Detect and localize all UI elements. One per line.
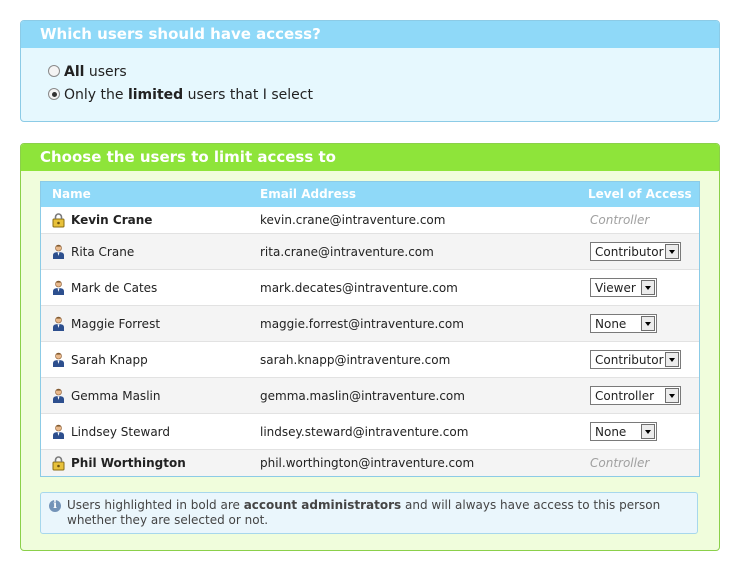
access-level-fixed: Controller [590, 456, 650, 470]
user-icon [52, 388, 71, 403]
table-header [41, 182, 699, 207]
user-email: rita.crane@intraventure.com [260, 244, 434, 259]
col-level: Level of Access [588, 187, 692, 201]
radio-all-users[interactable] [48, 65, 60, 77]
dropdown-arrow-icon[interactable] [641, 280, 655, 295]
access-level-value: Contributor [595, 244, 664, 259]
user-name-cell [52, 270, 157, 305]
user-name: Phil Worthington [71, 456, 186, 470]
dropdown-arrow-icon[interactable] [665, 388, 679, 403]
dropdown-arrow-icon[interactable] [641, 316, 655, 331]
user-name-cell [52, 378, 160, 413]
user-email: gemma.maslin@intraventure.com [260, 388, 465, 403]
user-email: lindsey.steward@intraventure.com [260, 424, 469, 439]
user-email: mark.decates@intraventure.com [260, 280, 458, 295]
access-level-cell [590, 234, 681, 269]
table-row [41, 305, 699, 341]
dropdown-arrow-icon[interactable] [641, 424, 655, 439]
user-name: Mark de Cates [71, 280, 158, 295]
user-name: Kevin Crane [71, 213, 153, 227]
radio-limited-users[interactable] [48, 88, 60, 100]
table-row [41, 413, 699, 449]
info-icon: i [49, 500, 61, 512]
table-row [41, 207, 699, 233]
user-name-cell [52, 450, 186, 476]
access-level-value: None [595, 316, 627, 331]
access-level-value: Contributor [595, 352, 664, 367]
access-level-value: None [595, 424, 627, 439]
access-level-cell [590, 207, 649, 233]
user-email: sarah.knapp@intraventure.com [260, 352, 451, 367]
access-level-cell [590, 414, 657, 449]
note-bold: account administrators [243, 498, 402, 512]
access-level-cell [590, 450, 649, 476]
col-email: Email Address [260, 187, 357, 201]
user-email: kevin.crane@intraventure.com [260, 213, 446, 227]
access-level-select[interactable] [590, 278, 657, 297]
user-name: Lindsey Steward [71, 424, 171, 439]
note-after: and will always have access to this person whether they are selected or not. [67, 498, 661, 527]
col-name: Name [52, 187, 91, 201]
access-level-select[interactable] [590, 314, 657, 333]
option-limited-bold: limited [127, 87, 184, 103]
access-level-cell [590, 306, 657, 341]
admin-lock-icon [52, 456, 71, 471]
option-limited-rest: users that I select [183, 87, 313, 103]
user-icon [52, 316, 71, 331]
user-name: Gemma Maslin [71, 388, 161, 403]
user-name-cell [52, 306, 160, 341]
admin-note [40, 492, 698, 534]
note-before: Users highlighted in bold are [67, 498, 244, 512]
access-level-select[interactable] [590, 422, 657, 441]
table-row [41, 341, 699, 377]
user-email: maggie.forrest@intraventure.com [260, 316, 464, 331]
admin-lock-icon [52, 213, 71, 228]
user-name: Rita Crane [71, 244, 135, 259]
access-level-cell [590, 342, 681, 377]
admin-note-text [67, 498, 687, 528]
user-name-cell [52, 207, 152, 233]
access-level-cell [590, 270, 657, 305]
limit-panel-title: Choose the users to limit access to [21, 144, 719, 171]
table-row [41, 269, 699, 305]
user-icon [52, 280, 71, 295]
access-level-fixed: Controller [590, 213, 650, 227]
access-level-value: Controller [595, 388, 655, 403]
user-name-cell [52, 342, 148, 377]
option-all-rest: users [84, 64, 127, 80]
option-limited-pre: Only the [64, 87, 128, 103]
option-all-users[interactable] [48, 62, 127, 82]
access-level-cell [590, 378, 681, 413]
user-icon [52, 352, 71, 367]
access-level-select[interactable] [590, 350, 681, 369]
user-name: Sarah Knapp [71, 352, 148, 367]
access-level-select[interactable] [590, 386, 681, 405]
table-row [41, 377, 699, 413]
dropdown-arrow-icon[interactable] [665, 244, 679, 259]
dropdown-arrow-icon[interactable] [665, 352, 679, 367]
access-level-value: Viewer [595, 280, 636, 295]
user-email: phil.worthington@intraventure.com [260, 456, 475, 470]
option-all-bold: All [64, 64, 85, 80]
table-row [41, 233, 699, 269]
access-panel-title: Which users should have access? [21, 21, 719, 48]
access-panel [20, 20, 720, 122]
user-name-cell [52, 414, 170, 449]
option-limited-users[interactable] [48, 85, 313, 105]
user-icon [52, 424, 71, 439]
table-body [41, 207, 699, 476]
table-row [41, 449, 699, 476]
users-table [40, 181, 700, 477]
user-icon [52, 244, 71, 259]
access-level-select[interactable] [590, 242, 681, 261]
user-name-cell [52, 234, 134, 269]
limit-panel [20, 143, 720, 551]
user-name: Maggie Forrest [71, 316, 161, 331]
